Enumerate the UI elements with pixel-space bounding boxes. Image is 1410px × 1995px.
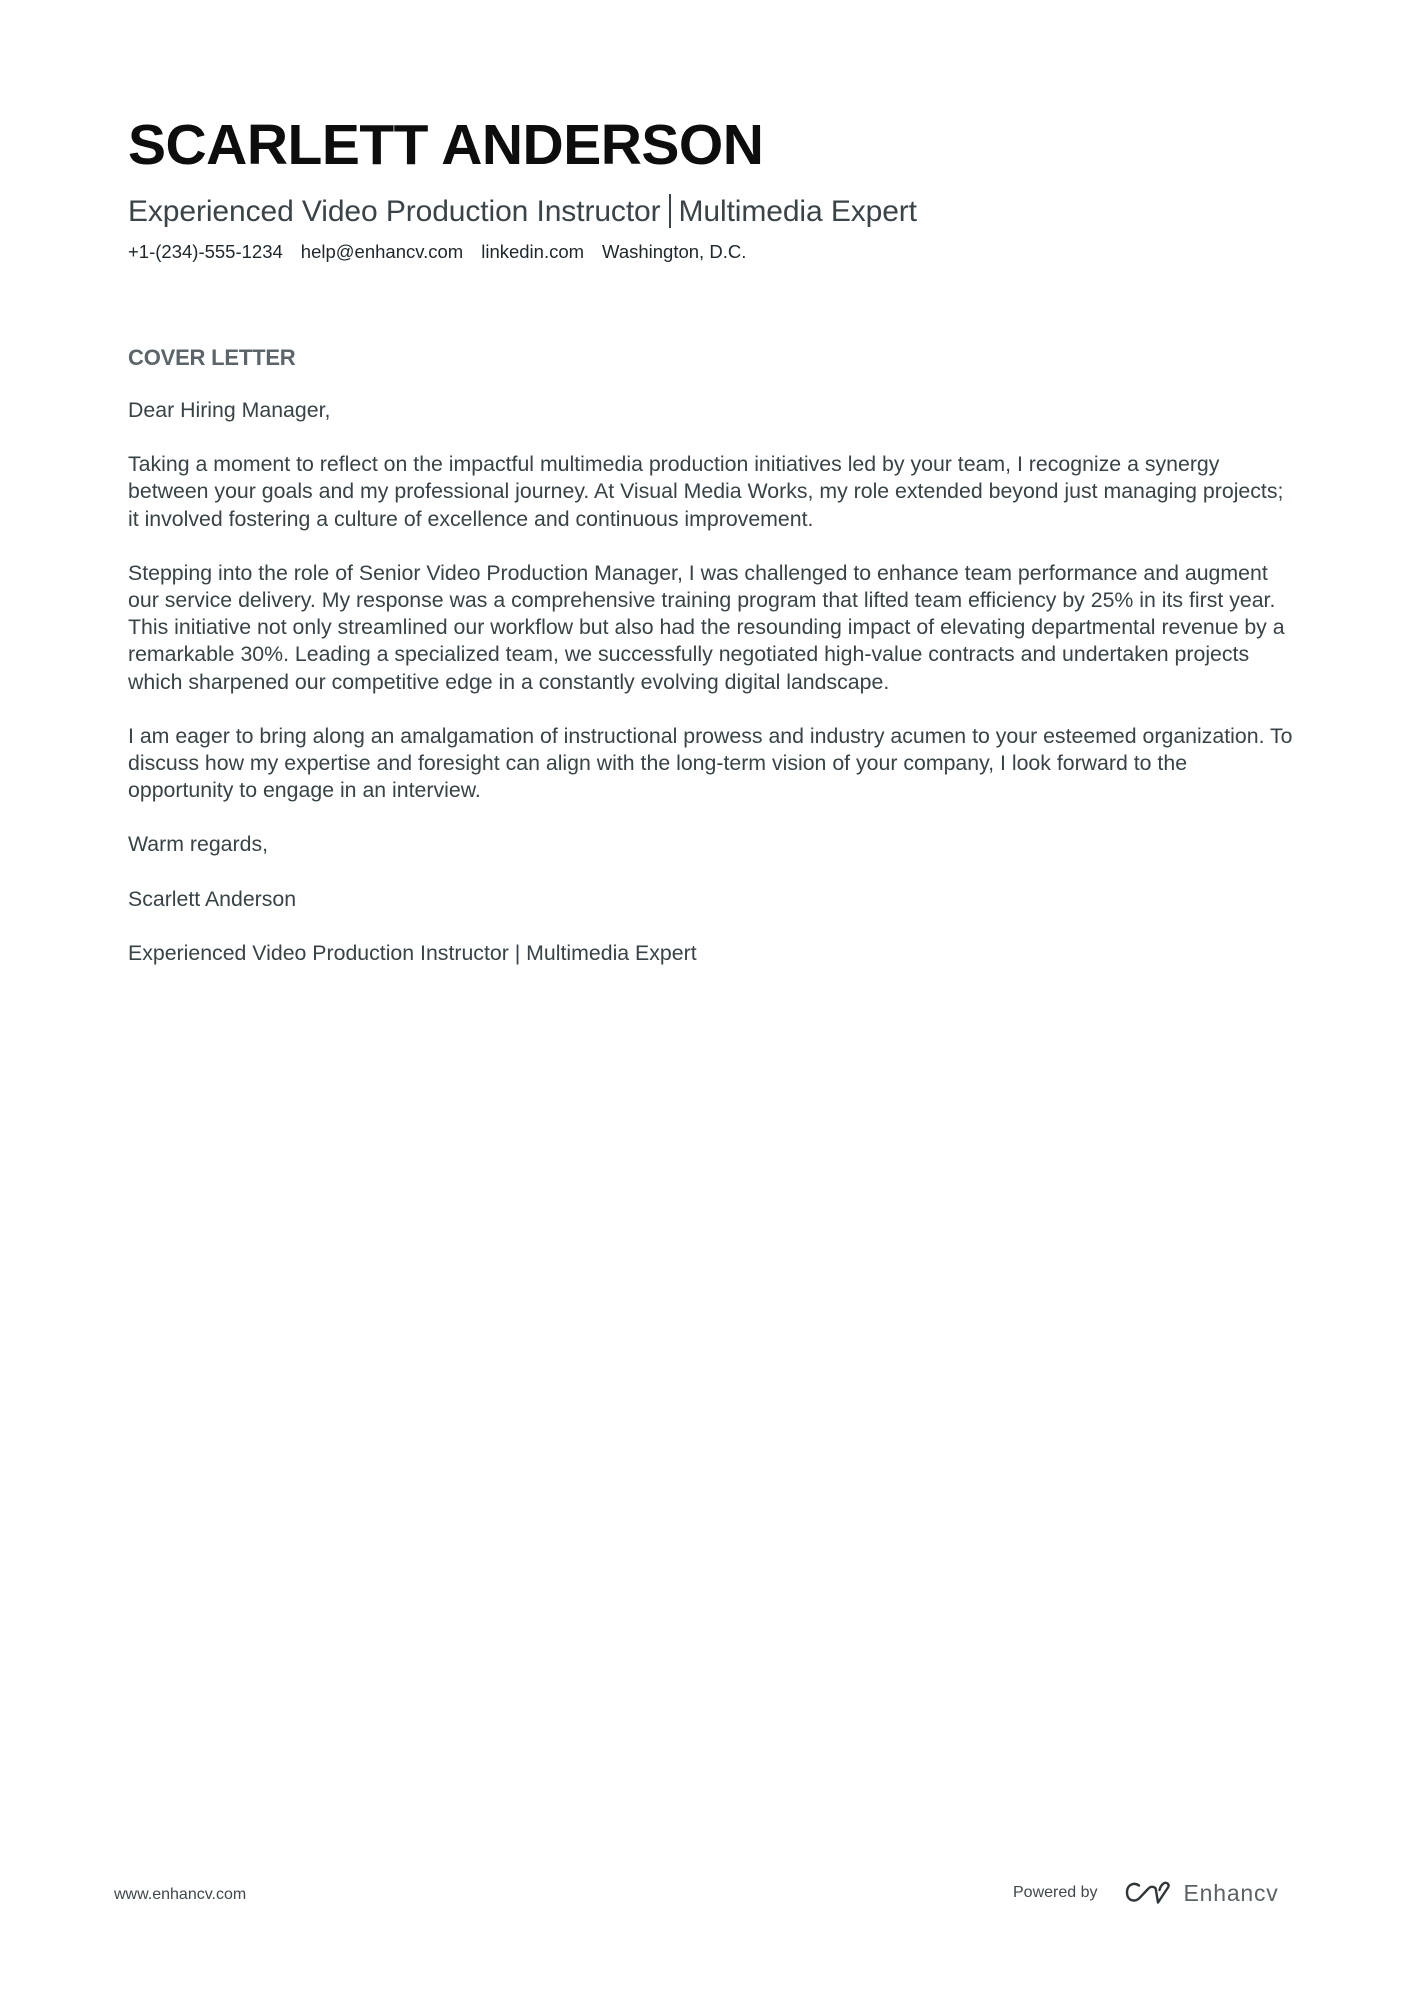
title-secondary: Multimedia Expert: [678, 195, 917, 228]
title-primary: Experienced Video Production Instructor: [128, 195, 661, 228]
contact-info: [128, 240, 1288, 264]
contact-location: Washington, D.C.: [602, 241, 747, 262]
enhancv-logo-icon: [1124, 1880, 1172, 1906]
letter-closing: Warm regards,: [128, 832, 269, 857]
footer-website[interactable]: www.enhancv.com: [114, 1886, 247, 1903]
letter-paragraph: I am eager to bring along an amalgamation of instructional prowess and industry acumen to your esteemed organization. To discuss how my expertise and foresight can align with the long-term vision of your company, I look forward to the opportunity to engage in an interview.: [128, 723, 1293, 803]
resume-header: [128, 112, 1288, 264]
letter-paragraph: Taking a moment to reflect on the impactful multimedia production initiatives led by your team, I recognize a synergy between your goals and my professional journey. At Visual Media Works, my role extended beyond just managing projects; it involved fostering a culture of excellence and continuous improvement.: [128, 452, 1284, 531]
letter-greeting: Dear Hiring Manager,: [128, 398, 331, 422]
candidate-name: SCARLETT ANDERSON: [128, 113, 764, 177]
enhancv-brand-name: Enhancv: [1183, 1879, 1279, 1906]
section-heading-cover-letter: COVER LETTER: [128, 345, 296, 370]
powered-by-label: Powered by: [1013, 1884, 1098, 1901]
letter-paragraph: Stepping into the role of Senior Video Production Manager, I was challenged to enhance team performance and augment our service delivery. My response was a comprehensive training program that lifted team efficiency by 25% in its first year. This initiative not only streamlined our workflow but also had the resounding impact of elevating departmental revenue by a remarkable 30%. Leading a specialized team, we successfully negotiated high-value contracts and undertaken projects which sharpened our competitive edge in a constantly evolving digital landscape.: [128, 560, 1285, 694]
candidate-title: [128, 194, 1288, 230]
signature-title: Experienced Video Production Instructor | Multimedia Expert: [128, 940, 697, 965]
title-separator: [669, 194, 671, 228]
signature-name: Scarlett Anderson: [128, 886, 297, 911]
contact-email[interactable]: help@enhancv.com: [300, 241, 464, 262]
contact-phone[interactable]: +1-(234)-555-1234: [128, 241, 283, 262]
footer-branding[interactable]: [1013, 1878, 1279, 1908]
letter-body: [128, 397, 1298, 994]
contact-linkedin[interactable]: linkedin.com: [481, 241, 585, 262]
